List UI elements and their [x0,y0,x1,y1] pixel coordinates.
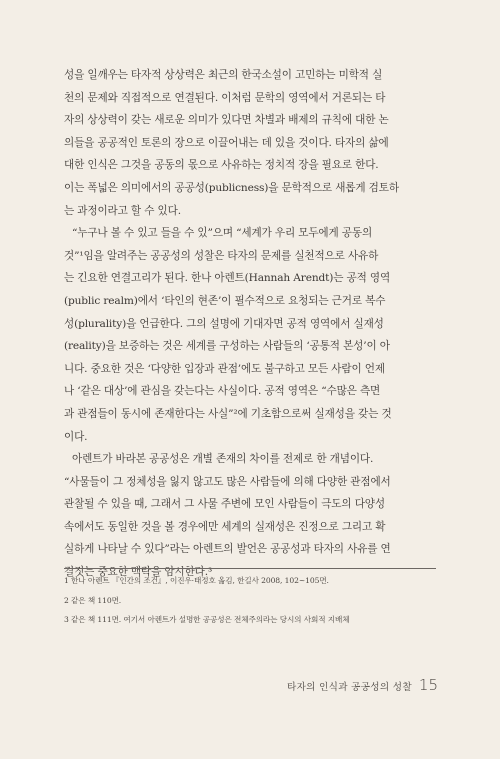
text-line: 이는 폭넓은 의미에서의 공공성(publicness)을 문학적으로 새롭게 검토하 [64,181,399,194]
text-line: 대한 인식은 그것을 공동의 몫으로 사유하는 정치적 장을 필요로 한다. [64,159,379,172]
text-line: 성을 일깨우는 타자적 상상력은 최근의 한국소설이 고민하는 미학적 실 [64,69,383,81]
page-number: 15 [418,676,438,694]
text-line: 것”¹임을 알려주는 공공성의 성찰은 타자의 문제를 실천적으로 사유하 [64,249,379,262]
page-footer [287,676,438,694]
text-line: 과 관점들이 동시에 존재한다는 사실”²에 기초함으로써 실재성을 갖는 것 [64,407,392,420]
text-line: 관찰될 수 있을 때, 그래서 그 사물 주변에 모인 사람들이 극도의 다양성 [64,498,385,511]
footnote: 2 같은 책 110면. [64,595,122,605]
text-line: 니다. 중요한 것은 ‘다양한 입장과 관점’에도 불구하고 모든 사람이 언제 [64,362,385,375]
body-text [64,64,436,584]
text-line: 실하게 나타날 수 있다”라는 아렌트의 발언은 공공성과 타자의 사유를 연 [64,543,391,556]
text-line: “사물들이 그 정체성을 잃지 않고도 많은 사람들에 의해 다양한 관점에서 [64,475,391,488]
footnote: 1 한나 아렌트 『인간의 조건』, 이진우·태정호 옮김, 한길사 2008, 102~105면. [64,576,329,585]
text-line: 천의 문제와 직접적으로 연결된다. 이처럼 문학의 영역에서 거론되는 타 [64,91,386,104]
text-line: 아렌트가 바라본 공공성은 개별 존재의 차이를 전제로 한 개념이다. [72,453,374,466]
text-line: 의들을 공공적인 토론의 장으로 이끌어내는 데 있을 것이다. 타자의 삶에 [64,136,389,149]
text-line: 자의 상상력이 갖는 새로운 의미가 있다면 차별과 배제의 규칙에 대한 논 [64,114,389,127]
text-line: (reality)을 보증하는 것은 세계를 구성하는 사람들의 ‘공통적 본성’이 아 [64,340,390,353]
text-line: 는 긴요한 연결고리가 된다. 한나 아렌트(Hannah Arendt)는 공적 영역 [64,272,391,285]
text-line: “누구나 볼 수 있고 들을 수 있”으며 “세계가 우리 모두에게 공동의 [72,227,373,240]
text-line: 는 과정이라고 할 수 있다. [64,204,181,217]
text-line: 성(plurality)을 언급한다. 그의 설명에 기대자면 공적 영역에서 실재성 [64,317,384,330]
text-line: (public realm)에서 ‘타인의 현존’이 필수적으로 요청되는 근거로 복수 [64,294,386,307]
footnote: 3 같은 책 111면. 여기서 아렌트가 설명한 공공성은 전체주의라는 당시의 사회적 지배체 [64,615,350,624]
text-line: 이다. [64,430,88,443]
text-line: 결짓는 중요한 맥락을 암시한다.³ [64,566,213,579]
footnotes [64,568,436,630]
running-head: 타자의 인식과 공공성의 성찰 [287,682,412,693]
text-line: 나 ‘같은 대상’에 관심을 갖는다는 사실이다. 공적 영역은 “수많은 측면 [64,385,381,398]
text-line: 속에서도 동일한 것을 볼 경우에만 세계의 실재성은 진정으로 그리고 확 [64,520,386,533]
